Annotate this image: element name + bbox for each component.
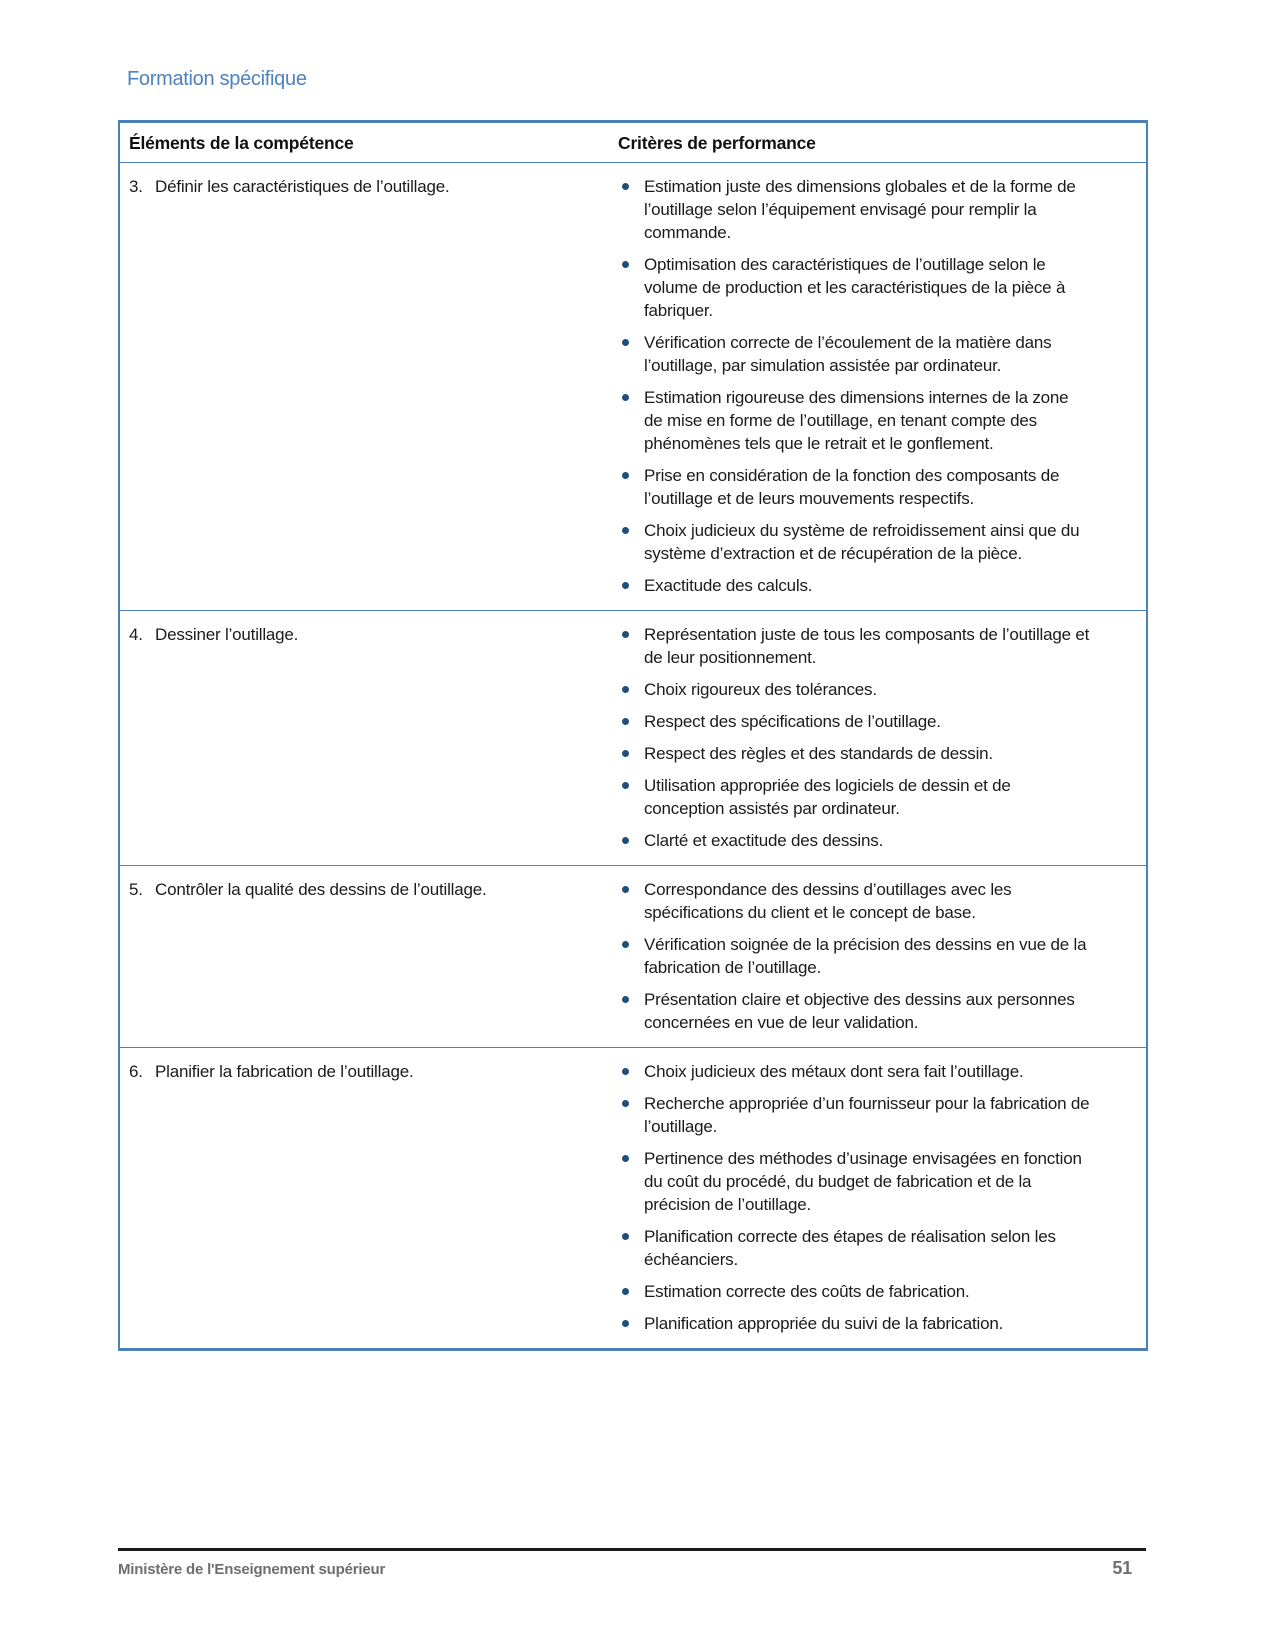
- criteria-cell: [609, 1048, 1147, 1350]
- criteria-cell: [609, 163, 1147, 611]
- element-cell: [119, 1048, 609, 1350]
- element-text: Définir les caractéristiques de l’outillage.: [155, 177, 450, 196]
- row-number: 5.: [129, 880, 143, 899]
- criteria-item: Clarté et exactitude des dessins.: [609, 829, 1091, 852]
- criteria-item: Vérification soignée de la précision des dessins en vue de la fabrication de l’outillage.: [609, 933, 1091, 979]
- criteria-item: Vérification correcte de l’écoulement de la matière dans l’outillage, par simulation assistée par ordinateur.: [609, 331, 1091, 377]
- element-cell: [119, 163, 609, 611]
- element-cell: [119, 611, 609, 866]
- footer-rule: [118, 1548, 1146, 1551]
- criteria-item: Recherche appropriée d’un fournisseur pour la fabrication de l’outillage.: [609, 1092, 1091, 1138]
- criteria-item: Respect des spécifications de l’outillage.: [609, 710, 1091, 733]
- criteria-list: [609, 878, 1091, 1034]
- page-footer: [118, 1548, 1146, 1579]
- criteria-item: Pertinence des méthodes d’usinage envisagées en fonction du coût du procédé, du budget de fabrication et de la précision de l’outillage.: [609, 1147, 1091, 1216]
- criteria-item: Utilisation appropriée des logiciels de dessin et de conception assistés par ordinateur.: [609, 774, 1091, 820]
- row-number: 4.: [129, 625, 143, 644]
- criteria-item: Prise en considération de la fonction des composants de l’outillage et de leurs mouvements respectifs.: [609, 464, 1091, 510]
- criteria-item: Respect des règles et des standards de dessin.: [609, 742, 1091, 765]
- criteria-item: Présentation claire et objective des dessins aux personnes concernées en vue de leur validation.: [609, 988, 1091, 1034]
- element-text: Planifier la fabrication de l’outillage.: [155, 1062, 414, 1081]
- competence-table: [118, 120, 1148, 1351]
- criteria-item: Choix judicieux des métaux dont sera fait l’outillage.: [609, 1060, 1091, 1083]
- element-cell: [119, 866, 609, 1048]
- criteria-list: [609, 623, 1091, 852]
- criteria-list: [609, 175, 1091, 597]
- page-number: 51: [1112, 1558, 1132, 1578]
- element-text: Contrôler la qualité des dessins de l’outillage.: [155, 880, 487, 899]
- criteria-item: Représentation juste de tous les composants de l’outillage et de leur positionnement.: [609, 623, 1091, 669]
- criteria-cell: [609, 866, 1147, 1048]
- criteria-item: Planification appropriée du suivi de la fabrication.: [609, 1312, 1091, 1335]
- criteria-item: Estimation juste des dimensions globales et de la forme de l’outillage selon l’équipement envisagé pour remplir la commande.: [609, 175, 1091, 244]
- column-header-criteria: Critères de performance: [609, 122, 1147, 163]
- criteria-item: Exactitude des calculs.: [609, 574, 1091, 597]
- row-number: 3.: [129, 177, 143, 196]
- criteria-item: Correspondance des dessins d’outillages avec les spécifications du client et le concept de base.: [609, 878, 1091, 924]
- criteria-item: Estimation rigoureuse des dimensions internes de la zone de mise en forme de l’outillage, en tenant compte des phénomènes tels que le retrait et le gonflement.: [609, 386, 1091, 455]
- criteria-item: Planification correcte des étapes de réalisation selon les échéanciers.: [609, 1225, 1091, 1271]
- table-header-row: [119, 122, 1147, 163]
- table-row: [119, 866, 1147, 1048]
- row-number: 6.: [129, 1062, 143, 1081]
- table-row: [119, 1048, 1147, 1350]
- criteria-item: Choix rigoureux des tolérances.: [609, 678, 1091, 701]
- footer-ministry-label: Ministère de l'Enseignement supérieur: [118, 1561, 386, 1578]
- section-heading: Formation spécifique: [127, 68, 307, 90]
- criteria-item: Estimation correcte des coûts de fabrication.: [609, 1280, 1091, 1303]
- criteria-list: [609, 1060, 1091, 1335]
- criteria-cell: [609, 611, 1147, 866]
- table-row: [119, 611, 1147, 866]
- criteria-item: Choix judicieux du système de refroidissement ainsi que du système d’extraction et de récupération de la pièce.: [609, 519, 1091, 565]
- element-text: Dessiner l’outillage.: [155, 625, 299, 644]
- column-header-elements: Éléments de la compétence: [119, 122, 609, 163]
- table-row: [119, 163, 1147, 611]
- criteria-item: Optimisation des caractéristiques de l’outillage selon le volume de production et les caractéristiques de la pièce à fabriquer.: [609, 253, 1091, 322]
